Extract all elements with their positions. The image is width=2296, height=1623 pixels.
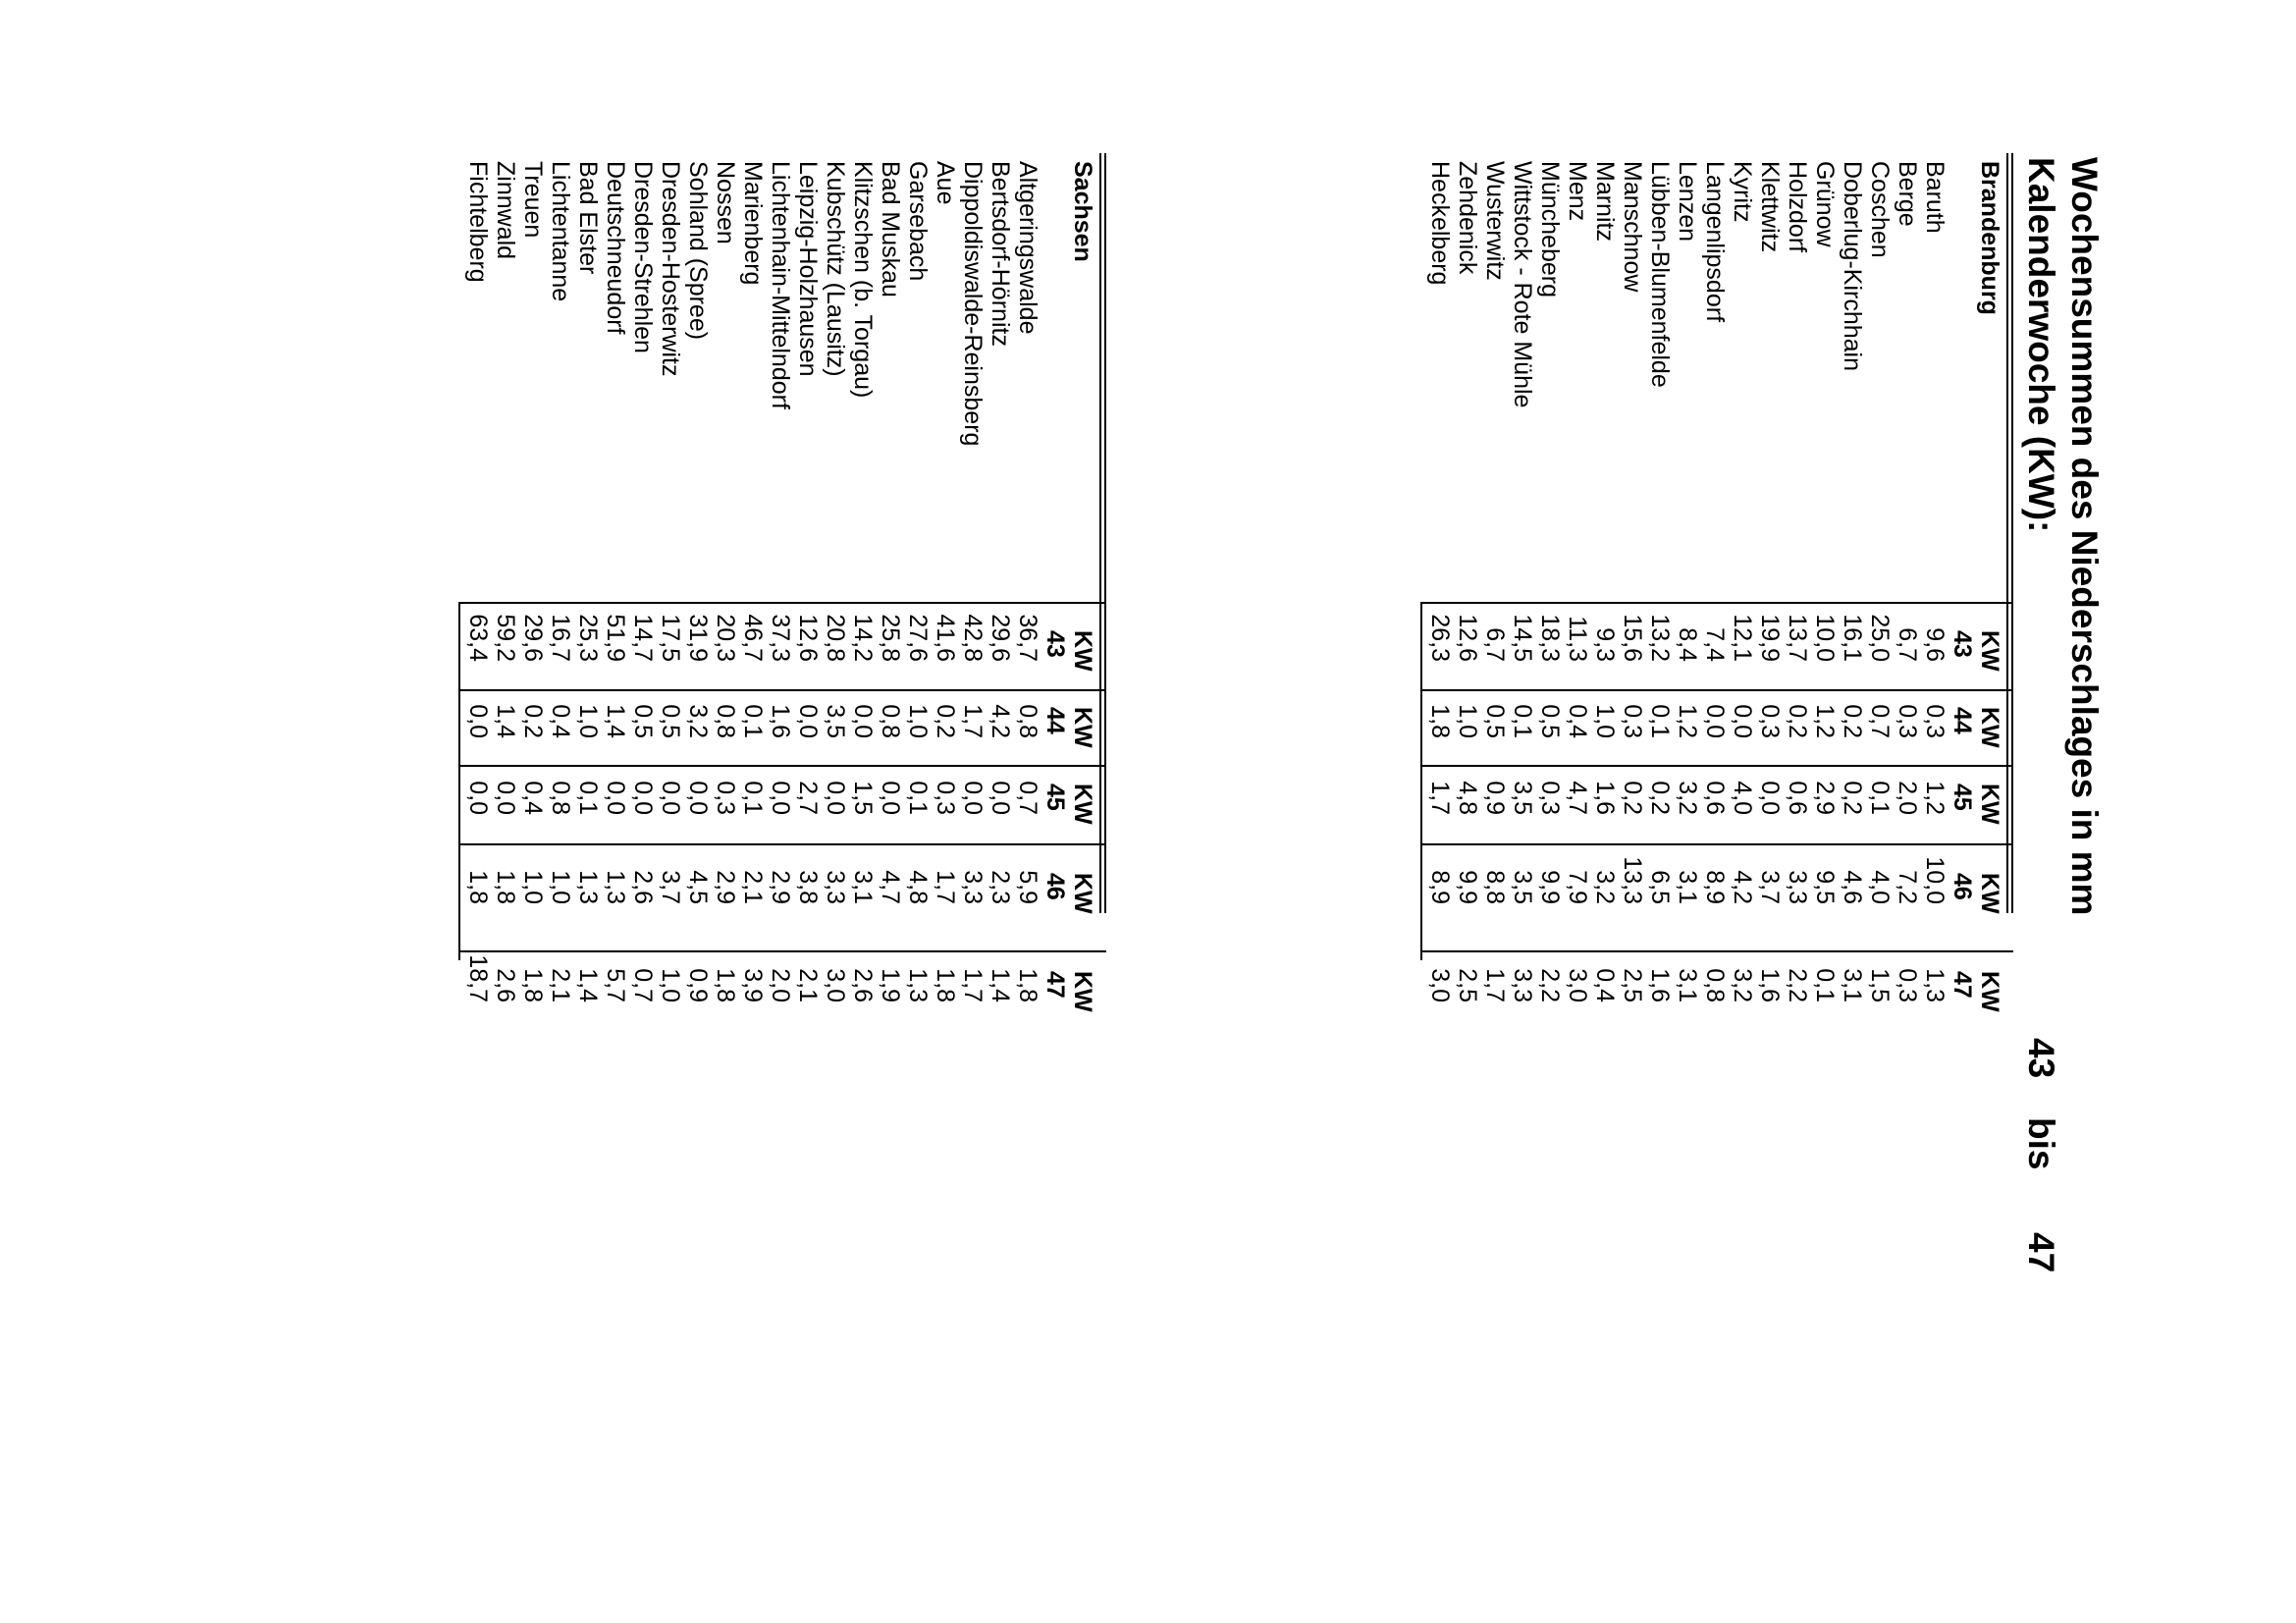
column-header-number: 45 [1949,784,1976,811]
column-header-label: KW [1069,784,1096,825]
value-kw-44: 0,2 [932,704,959,738]
value-kw-44: 1,2 [1674,704,1701,738]
value-kw-45: 1,7 [1426,781,1454,815]
value-kw-47: 1,8 [932,968,959,1002]
column-header-label: KW [1069,707,1096,748]
value-kw-43: 37,3 [767,614,794,662]
value-kw-43: 12,1 [1729,614,1756,662]
value-kw-43: 12,6 [794,614,822,662]
value-kw-47: 1,8 [519,968,547,1002]
value-kw-45: 0,0 [877,781,904,815]
station-name: Kyritz [1729,161,1756,223]
value-kw-43: 25,8 [877,614,904,662]
station-name: Manschnow [1619,161,1646,293]
value-kw-47: 3,0 [822,968,849,1002]
station-name: Bad Elster [574,161,602,275]
state-name: Sachsen [1069,161,1096,262]
value-kw-47: 1,3 [1921,968,1949,1002]
column-header-kw-47 [1949,971,2003,1012]
value-kw-45: 0,0 [1756,781,1784,815]
station-name: Lübben-Blumenfelde [1646,161,1674,388]
column-divider [460,843,1106,845]
station-name: Deutschneudorf [602,161,629,335]
value-kw-47: 2,0 [767,968,794,1002]
value-kw-45: 1,5 [849,781,877,815]
value-kw-46: 3,5 [1509,870,1536,904]
value-kw-47: 3,2 [1729,968,1756,1002]
value-kw-44: 0,0 [794,704,822,738]
column-header-label: KW [1069,630,1096,672]
value-kw-43: 51,9 [602,614,629,662]
value-kw-43: 25,3 [574,614,602,662]
value-kw-46: 7,9 [1564,870,1591,904]
value-kw-46: 1,0 [519,870,547,904]
station-name: Wusterwitz [1481,161,1509,281]
value-kw-47: 1,7 [959,968,987,1002]
station-name: Zehdenick [1454,161,1481,275]
value-kw-44: 0,5 [657,704,684,738]
column-header-number: 45 [1041,784,1069,811]
column-header-label: KW [1976,971,2003,1012]
value-kw-46: 1,7 [932,870,959,904]
value-kw-44: 1,4 [492,704,519,738]
column-divider [1422,843,2013,845]
value-kw-44: 0,3 [1894,704,1921,738]
column-header-kw-43 [1949,630,2003,672]
value-kw-46: 8,8 [1481,870,1509,904]
column-header-number: 43 [1041,630,1069,658]
value-kw-47: 3,9 [739,968,767,1002]
value-kw-44: 0,5 [629,704,657,738]
value-kw-43: 31,9 [684,614,712,662]
column-divider [1422,765,2013,767]
value-kw-45: 0,0 [767,781,794,815]
station-name: Treuen [519,161,547,239]
value-kw-44: 0,5 [1536,704,1564,738]
title-bis: bis [2021,1117,2061,1170]
value-kw-47: 2,6 [492,968,519,1002]
station-name: Bertsdorf-Hörnitz [987,161,1014,347]
station-name: Klettwitz [1756,161,1784,253]
station-name: Lichtenhain-Mittelndorf [767,161,794,409]
value-kw-45: 2,0 [1894,781,1921,815]
station-name: Zinnwald [492,161,519,260]
value-kw-44: 3,2 [684,704,712,738]
value-kw-44: 4,2 [987,704,1014,738]
value-kw-47: 1,4 [574,968,602,1002]
column-divider [1422,689,2013,691]
value-kw-46: 4,6 [1839,870,1866,904]
value-kw-44: 1,0 [1454,704,1481,738]
value-kw-43: 41,6 [932,614,959,662]
title-kw-from: 43 [2021,1038,2061,1079]
value-kw-44: 1,2 [1811,704,1839,738]
value-kw-45: 0,0 [959,781,987,815]
station-name: Leipzig-Holzhausen [794,161,822,377]
column-header-label: KW [1069,873,1096,914]
value-kw-44: 0,2 [1839,704,1866,738]
value-kw-47: 0,9 [684,968,712,1002]
station-name: Dresden-Strehlen [629,161,657,353]
value-kw-43: 16,7 [547,614,574,662]
value-kw-46: 6,5 [1646,870,1674,904]
value-kw-43: 14,7 [629,614,657,662]
value-kw-45: 0,4 [519,781,547,815]
value-kw-46: 4,5 [684,870,712,904]
value-kw-44: 1,0 [1591,704,1619,738]
value-kw-45: 0,0 [464,781,492,815]
column-header-number: 44 [1949,707,1976,734]
column-header-kw-46 [1041,873,1096,914]
value-kw-44: 0,0 [1729,704,1756,738]
column-header-kw-44 [1041,707,1096,748]
value-kw-44: 0,1 [1509,704,1536,738]
value-kw-45: 4,8 [1454,781,1481,815]
value-kw-46: 4,2 [1729,870,1756,904]
value-kw-44: 0,4 [547,704,574,738]
value-kw-45: 0,0 [492,781,519,815]
value-kw-43: 9,6 [1921,627,1949,662]
value-kw-43: 46,7 [739,614,767,662]
value-kw-45: 0,9 [1481,781,1509,815]
value-kw-46: 3,3 [822,870,849,904]
value-kw-43: 10,0 [1811,614,1839,662]
station-name: Wittstock - Rote Mühle [1509,161,1536,408]
title-kw-to: 47 [2021,1232,2061,1273]
value-kw-44: 3,5 [822,704,849,738]
station-name: Lenzen [1674,161,1701,243]
value-kw-46: 8,9 [1701,870,1729,904]
value-kw-47: 3,3 [1509,968,1536,1002]
value-kw-47: 1,8 [1014,968,1041,1002]
value-kw-47: 0,1 [1811,968,1839,1002]
value-kw-44: 0,3 [1619,704,1646,738]
value-kw-45: 0,2 [1646,781,1674,815]
value-kw-46: 3,8 [794,870,822,904]
value-kw-45: 0,0 [629,781,657,815]
value-kw-44: 0,5 [1481,704,1509,738]
value-kw-43: 8,4 [1674,627,1701,662]
value-kw-45: 2,9 [1811,781,1839,815]
title-line-2 [2019,157,2062,1273]
station-name: Baruth [1921,161,1949,234]
station-name: Coschen [1866,161,1894,258]
value-kw-47: 0,3 [1894,968,1921,1002]
value-kw-45: 0,0 [602,781,629,815]
value-kw-43: 9,3 [1591,627,1619,662]
value-kw-44: 0,2 [519,704,547,738]
station-name: Altgeringswalde [1014,161,1041,335]
bottom-rule [458,602,460,960]
column-divider [460,689,1106,691]
station-name: Grünow [1811,161,1839,247]
column-divider [460,950,1106,952]
value-kw-45: 1,2 [1921,781,1949,815]
value-kw-46: 1,3 [602,870,629,904]
value-kw-47: 2,2 [1536,968,1564,1002]
value-kw-46: 4,7 [877,870,904,904]
value-kw-45: 0,1 [739,781,767,815]
value-kw-44: 0,4 [1564,704,1591,738]
value-kw-46: 2,9 [767,870,794,904]
station-name: Müncheberg [1536,161,1564,298]
bottom-rule [1420,602,1422,960]
value-kw-46: 4,0 [1866,870,1894,904]
value-kw-43: 13,2 [1646,614,1674,662]
station-name: Doberlug-Kirchhain [1839,161,1866,372]
value-kw-45: 0,3 [932,781,959,815]
value-kw-45: 0,3 [1536,781,1564,815]
value-kw-46: 9,9 [1454,870,1481,904]
station-name: Dippoldiswalde-Reinsberg [959,161,987,447]
value-kw-46: 3,2 [1591,870,1619,904]
value-kw-46: 3,1 [1674,870,1701,904]
value-kw-45: 0,1 [904,781,932,815]
column-divider [1422,602,2013,604]
value-kw-44: 0,8 [877,704,904,738]
station-name: Klitzschen (b. Torgau) [849,161,877,399]
value-kw-47: 2,5 [1454,968,1481,1002]
value-kw-44: 1,4 [602,704,629,738]
value-kw-43: 36,7 [1014,614,1041,662]
value-kw-45: 4,0 [1729,781,1756,815]
value-kw-47: 0,7 [629,968,657,1002]
column-header-label: KW [1976,707,2003,748]
value-kw-45: 3,2 [1674,781,1701,815]
column-header-kw-43 [1041,630,1096,672]
value-kw-44: 0,1 [1646,704,1674,738]
value-kw-47: 0,4 [1591,968,1619,1002]
value-kw-47: 1,4 [987,968,1014,1002]
value-kw-46: 10,0 [1921,856,1949,904]
station-name: Holzdorf [1784,161,1811,253]
value-kw-45: 0,7 [1014,781,1041,815]
station-name: Dresden-Hosterwitz [657,161,684,377]
value-kw-43: 42,8 [959,614,987,662]
value-kw-44: 0,2 [1784,704,1811,738]
value-kw-45: 0,6 [1701,781,1729,815]
station-name: Heckelberg [1426,161,1454,286]
value-kw-46: 4,8 [904,870,932,904]
value-kw-47: 3,1 [1839,968,1866,1002]
value-kw-47: 2,1 [794,968,822,1002]
title-kw-label: Kalenderwoche (KW): [2021,157,2061,533]
value-kw-47: 3,1 [1674,968,1701,1002]
value-kw-47: 1,6 [1756,968,1784,1002]
column-divider [460,602,1106,604]
column-header-label: KW [1976,630,2003,672]
column-header-kw-47 [1041,971,1096,1012]
column-divider [460,765,1106,767]
value-kw-45: 0,0 [684,781,712,815]
document-title [2019,157,2106,1273]
value-kw-47: 2,1 [547,968,574,1002]
value-kw-47: 1,6 [1646,968,1674,1002]
value-kw-44: 0,3 [1756,704,1784,738]
value-kw-44: 0,0 [1701,704,1729,738]
value-kw-43: 13,7 [1784,614,1811,662]
value-kw-45: 0,3 [712,781,739,815]
value-kw-45: 0,0 [822,781,849,815]
value-kw-47: 1,9 [877,968,904,1002]
header-double-rule [1099,153,1106,913]
value-kw-46: 9,9 [1536,870,1564,904]
value-kw-43: 20,8 [822,614,849,662]
station-name: Langenlipsdorf [1701,161,1729,323]
value-kw-43: 11,3 [1564,616,1591,662]
value-kw-47: 1,8 [712,968,739,1002]
value-kw-43: 29,6 [987,614,1014,662]
state-name: Brandenburg [1976,161,2003,315]
column-header-number: 47 [1041,971,1069,999]
value-kw-43: 25,0 [1866,614,1894,662]
value-kw-47: 1,3 [904,968,932,1002]
value-kw-45: 3,5 [1509,781,1536,815]
value-kw-45: 0,1 [574,781,602,815]
value-kw-46: 1,8 [464,870,492,904]
value-kw-44: 1,0 [904,704,932,738]
value-kw-44: 1,7 [959,704,987,738]
value-kw-47: 2,5 [1619,968,1646,1002]
value-kw-43: 26,3 [1426,614,1454,662]
station-name: Kubschütz (Lausitz) [822,161,849,377]
value-kw-44: 1,0 [574,704,602,738]
value-kw-44: 0,8 [1014,704,1041,738]
value-kw-47: 3,0 [1564,968,1591,1002]
value-kw-47: 5,7 [602,968,629,1002]
station-name: Marienberg [739,161,767,286]
value-kw-47: 3,0 [1426,968,1454,1002]
value-kw-43: 27,6 [904,614,932,662]
value-kw-46: 8,9 [1426,870,1454,904]
value-kw-44: 0,0 [849,704,877,738]
value-kw-46: 2,9 [712,870,739,904]
value-kw-44: 0,7 [1866,704,1894,738]
value-kw-47: 1,7 [1481,968,1509,1002]
station-name: Menz [1564,161,1591,222]
value-kw-44: 0,0 [464,704,492,738]
column-header-label: KW [1976,873,2003,914]
column-header-kw-46 [1949,873,2003,914]
value-kw-45: 0,1 [1866,781,1894,815]
station-name: Marnitz [1591,161,1619,242]
station-name: Nossen [712,161,739,244]
value-kw-44: 0,1 [739,704,767,738]
value-kw-46: 3,7 [1756,870,1784,904]
value-kw-46: 7,2 [1894,870,1921,904]
value-kw-43: 14,5 [1509,614,1536,662]
value-kw-47: 1,5 [1866,968,1894,1002]
value-kw-46: 3,3 [1784,870,1811,904]
column-header-kw-45 [1041,784,1096,825]
station-name: Aue [932,161,959,205]
value-kw-46: 2,3 [987,870,1014,904]
value-kw-43: 12,6 [1454,614,1481,662]
column-header-label: KW [1069,971,1096,1012]
value-kw-43: 6,7 [1481,627,1509,662]
header-double-rule [2006,153,2013,913]
station-name: Bad Muskau [877,161,904,298]
value-kw-45: 0,0 [987,781,1014,815]
value-kw-47: 2,2 [1784,968,1811,1002]
value-kw-46: 3,7 [657,870,684,904]
value-kw-43: 20,3 [712,614,739,662]
column-header-kw-45 [1949,784,2003,825]
value-kw-43: 63,4 [464,614,492,662]
column-header-label: KW [1976,784,2003,825]
value-kw-43: 59,2 [492,614,519,662]
column-header-number: 47 [1949,971,1976,999]
value-kw-45: 0,2 [1839,781,1866,815]
value-kw-43: 6,7 [1894,627,1921,662]
value-kw-46: 3,3 [959,870,987,904]
column-header-number: 46 [1041,873,1069,900]
value-kw-45: 2,7 [794,781,822,815]
value-kw-43: 16,1 [1839,614,1866,662]
column-header-number: 43 [1949,630,1976,658]
value-kw-46: 5,9 [1014,870,1041,904]
value-kw-44: 1,6 [767,704,794,738]
value-kw-46: 1,3 [574,870,602,904]
value-kw-47: 0,8 [1701,968,1729,1002]
value-kw-43: 17,5 [657,614,684,662]
value-kw-43: 29,6 [519,614,547,662]
station-name: Garsebach [904,161,932,282]
value-kw-47: 1,0 [657,968,684,1002]
value-kw-46: 1,0 [547,870,574,904]
station-name: Lichtentanne [547,161,574,302]
value-kw-44: 1,8 [1426,704,1454,738]
value-kw-45: 0,6 [1784,781,1811,815]
value-kw-44: 0,8 [712,704,739,738]
value-kw-45: 0,0 [657,781,684,815]
value-kw-45: 1,6 [1591,781,1619,815]
column-divider [1422,950,2013,952]
value-kw-45: 0,8 [547,781,574,815]
value-kw-46: 3,1 [849,870,877,904]
value-kw-43: 19,9 [1756,614,1784,662]
value-kw-46: 9,5 [1811,870,1839,904]
value-kw-46: 2,1 [739,870,767,904]
value-kw-47: 2,6 [849,968,877,1002]
column-header-number: 46 [1949,873,1976,900]
value-kw-43: 18,3 [1536,614,1564,662]
value-kw-46: 13,3 [1619,856,1646,904]
station-name: Berge [1894,161,1921,227]
value-kw-45: 0,2 [1619,781,1646,815]
title-line-1: Wochensummen des Niederschlages in mm [2064,157,2105,916]
value-kw-45: 4,7 [1564,781,1591,815]
value-kw-43: 15,6 [1619,614,1646,662]
value-kw-46: 1,8 [492,870,519,904]
station-name: Sohland (Spree) [684,161,712,341]
value-kw-47: 18,7 [464,954,492,1002]
station-name: Fichtelberg [464,161,492,283]
value-kw-43: 14,2 [849,614,877,662]
value-kw-44: 0,3 [1921,704,1949,738]
column-header-kw-44 [1949,707,2003,748]
value-kw-43: 7,4 [1701,627,1729,662]
value-kw-46: 2,6 [629,870,657,904]
column-header-number: 44 [1041,707,1069,734]
